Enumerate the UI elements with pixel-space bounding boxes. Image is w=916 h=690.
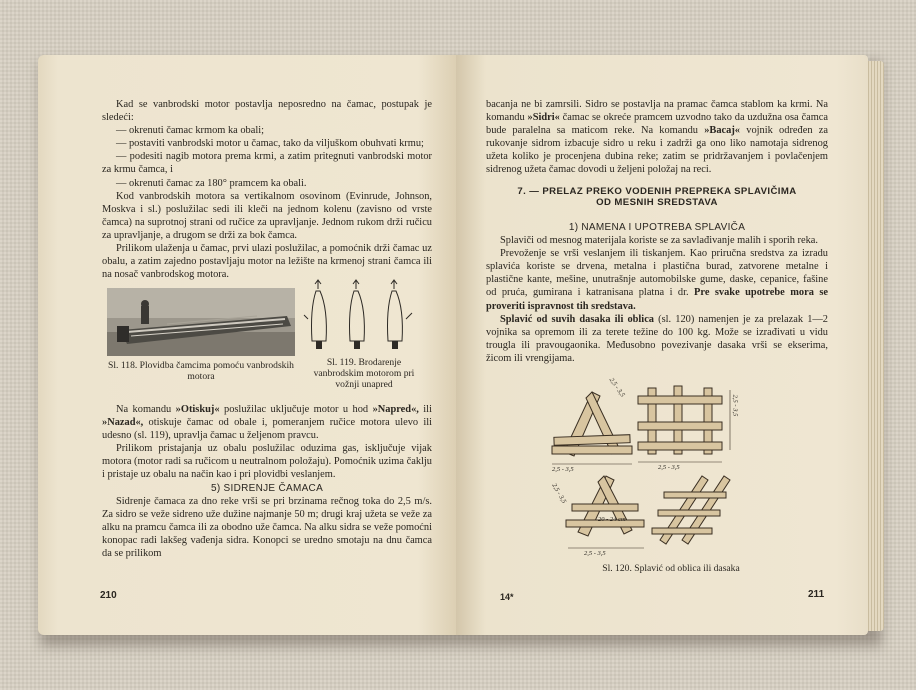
paragraph: — postaviti vanbrodski motor u čamac, tako da viljuškom obuhvati krmu; (116, 138, 424, 150)
paragraph: Kad se vanbrodski motor postavlja neposredno na čamac, postupak je sledeći: (102, 99, 432, 124)
anchor-paragraph: Sidrenje čamaca za dno reke vrši se pri brzinama rečnog toka do 2,5 m/s. Za sidro se veže sidreno uže dužine najmanje 50 m; drugi kraj užeta se veže za alku na pramcu čamca ili za obodno uže čamca. Na alku sidra se veže pomoćni konopac radi lakšeg vađenja sidra. Konopci se uredno smotaju na dnu čamca da se prilikom (102, 495, 432, 560)
chapter-heading-line2: OD MESNIH SREDSTAVA (596, 197, 718, 208)
text-span: bacanja ne bi zamrsili. Sidro se postavlja na pramac čamca stablom ka krmi. Na komandu (486, 99, 828, 124)
boat-photo (107, 288, 295, 356)
text-span: Na komandu (116, 404, 172, 415)
page-edges (866, 61, 884, 631)
paragraph: — podesiti nagib motora prema krmi, a zatim pritegnuti vanbrodski motor za krmu čamca, i (102, 151, 432, 176)
bold-lead: Splavić od suvih dasaka ili oblica (500, 313, 655, 325)
paragraph (486, 313, 828, 365)
paragraph: Prilikom ulaženja u čamac, prvi ulazi poslužilac, a pomoćnik drži čamac uz obalu, a zatim zajedno postavljaju motor na ležište na krmenoj strani čamca ili na nosač vanbrodskog motora. (102, 243, 432, 281)
dimension-labels (548, 376, 798, 560)
signature-mark: 14* (500, 592, 514, 602)
page-number-left: 210 (100, 590, 117, 601)
dimension-label: 2,5 - 3,5 (584, 550, 606, 557)
text-span: (sl. 120) namenjen je za prelazak 1—2 vojnika sa opremom ili za terete težine do 100 kg. Može se izrađivati u vidu trougla ili pravougaonika. Međusobno povezivanje dasaka vrši se ekserima, žicom ili vrengijama. (486, 313, 828, 364)
left-page (38, 55, 456, 635)
landing-paragraph: Prilikom pristajanja uz obalu poslužilac oduzima gas, isključuje vijak motora (motor radi sa ručicom u neutralnom položaju). Pomoćnik uzima čaklju i pristaje uz obalu na način kao i pri plovidbi veslanjem. (102, 443, 432, 481)
text-span: vojnik određen za rukovanje sidrom izbacuje sidro u reku i zadrži ga ono liko namotaja sidrenog užeta koliko je procenjena dubina reke; zatim se pridržavanjem i povlačenjem sidrenog užeta čamac dovodi u željeni položaj na reci. (486, 125, 828, 176)
bold-sentence: Pre svake upotrebe mora se proveriti ispravnost tih sredstava. (486, 287, 828, 312)
dimension-label: 2,5 - 3,5 (658, 464, 680, 471)
left-bottom-text (102, 403, 432, 560)
sub-heading: 1) NAMENA I UPOTREBA SPLAVIČA (568, 222, 746, 233)
dimension-label: 2,5 - 3,5 (607, 376, 626, 399)
commands-paragraph (102, 403, 432, 442)
command-bacaj: »Bacaj« (704, 125, 741, 137)
fig-119-caption: Sl. 119. Brodarenje vanbrodskim motorom pri vožnji unapred (313, 357, 415, 390)
chapter-heading-line1: 7. — PRELAZ PREKO VODENIH PREPREKA SPLAVIČIMA (517, 186, 797, 197)
command-otiskuj: »Otiskuj« (175, 404, 220, 415)
command-nazad: »Nazad«, (102, 417, 144, 429)
right-page (456, 55, 868, 635)
command-napred: »Napred«, (372, 404, 419, 415)
page-number-right: 211 (808, 589, 825, 600)
section-heading: 5) SIDRENJE ČAMACA (210, 482, 324, 494)
paragraph: Splaviči od mesnog materijala koriste se za savlađivanje malih i sporih reka. (500, 235, 818, 247)
text-span: otiskuje čamac od obale i, pomeranjem ručice motora ulevo ili udesno (sl. 119), upravlja čamac u željenom pravcu. (102, 417, 432, 442)
text-span: ili (423, 404, 432, 415)
motor-steering-diagram (302, 279, 420, 353)
dimension-label: 2,5 - 3,5 (550, 482, 568, 505)
open-book (38, 55, 884, 643)
left-top-text (102, 98, 432, 281)
dimension-label: 2,5 - 3,5 (731, 394, 739, 417)
paragraph: — okrenuti čamac krmom ka obali; (116, 125, 265, 137)
right-main-text (486, 221, 828, 365)
command-sidri: »Sidri« (527, 112, 560, 124)
chapter-heading (486, 186, 828, 208)
text-span: Prevoženje se vrši veslanjem ili tiskanjem. Kao priručna sredstva za izradu splavića koriste se drvena, metalna i plastična burad, zatvorene metalne i plastične kante, mešine, unutrašnje automobilske gume, daske, cepanice, fašine od pruća, gumirana i katranisana platna i dr. (486, 248, 828, 299)
fig-120-caption: Sl. 120. Splavić od oblica ili dasaka (602, 563, 740, 574)
fig-118-caption: Sl. 118. Plovidba čamcima pomoću vanbrodskih motora (108, 360, 294, 382)
paragraph: Kod vanbrodskih motora sa vertikalnom osovinom (Evinrude, Johnson, Moskva i sl.) poslužilac sedi ili kleči na jednom kolenu (zavisno od vrste čamca) na suprotnoj strani od ručice za upravljanje. Jednom rukom drži ručicu za upravljanje, a drugom se drži za bok čamca. (102, 190, 432, 241)
text-span: poslužilac uključuje motor u hod (224, 404, 369, 415)
right-top-text (486, 98, 828, 177)
dimension-label: 2,5 - 3,5 (552, 466, 574, 473)
paragraph: — okrenuti čamac za 180° pramcem ka obali. (116, 177, 307, 189)
paragraph (486, 247, 828, 312)
dimension-label: 20 - 24 cm (598, 516, 626, 523)
text-span: čamac se okreće pramcem uzvodno tako da uzdužna osa čamca bude paralelna sa maticom reke. Na komandu (486, 112, 828, 137)
continuation-paragraph (486, 98, 828, 177)
